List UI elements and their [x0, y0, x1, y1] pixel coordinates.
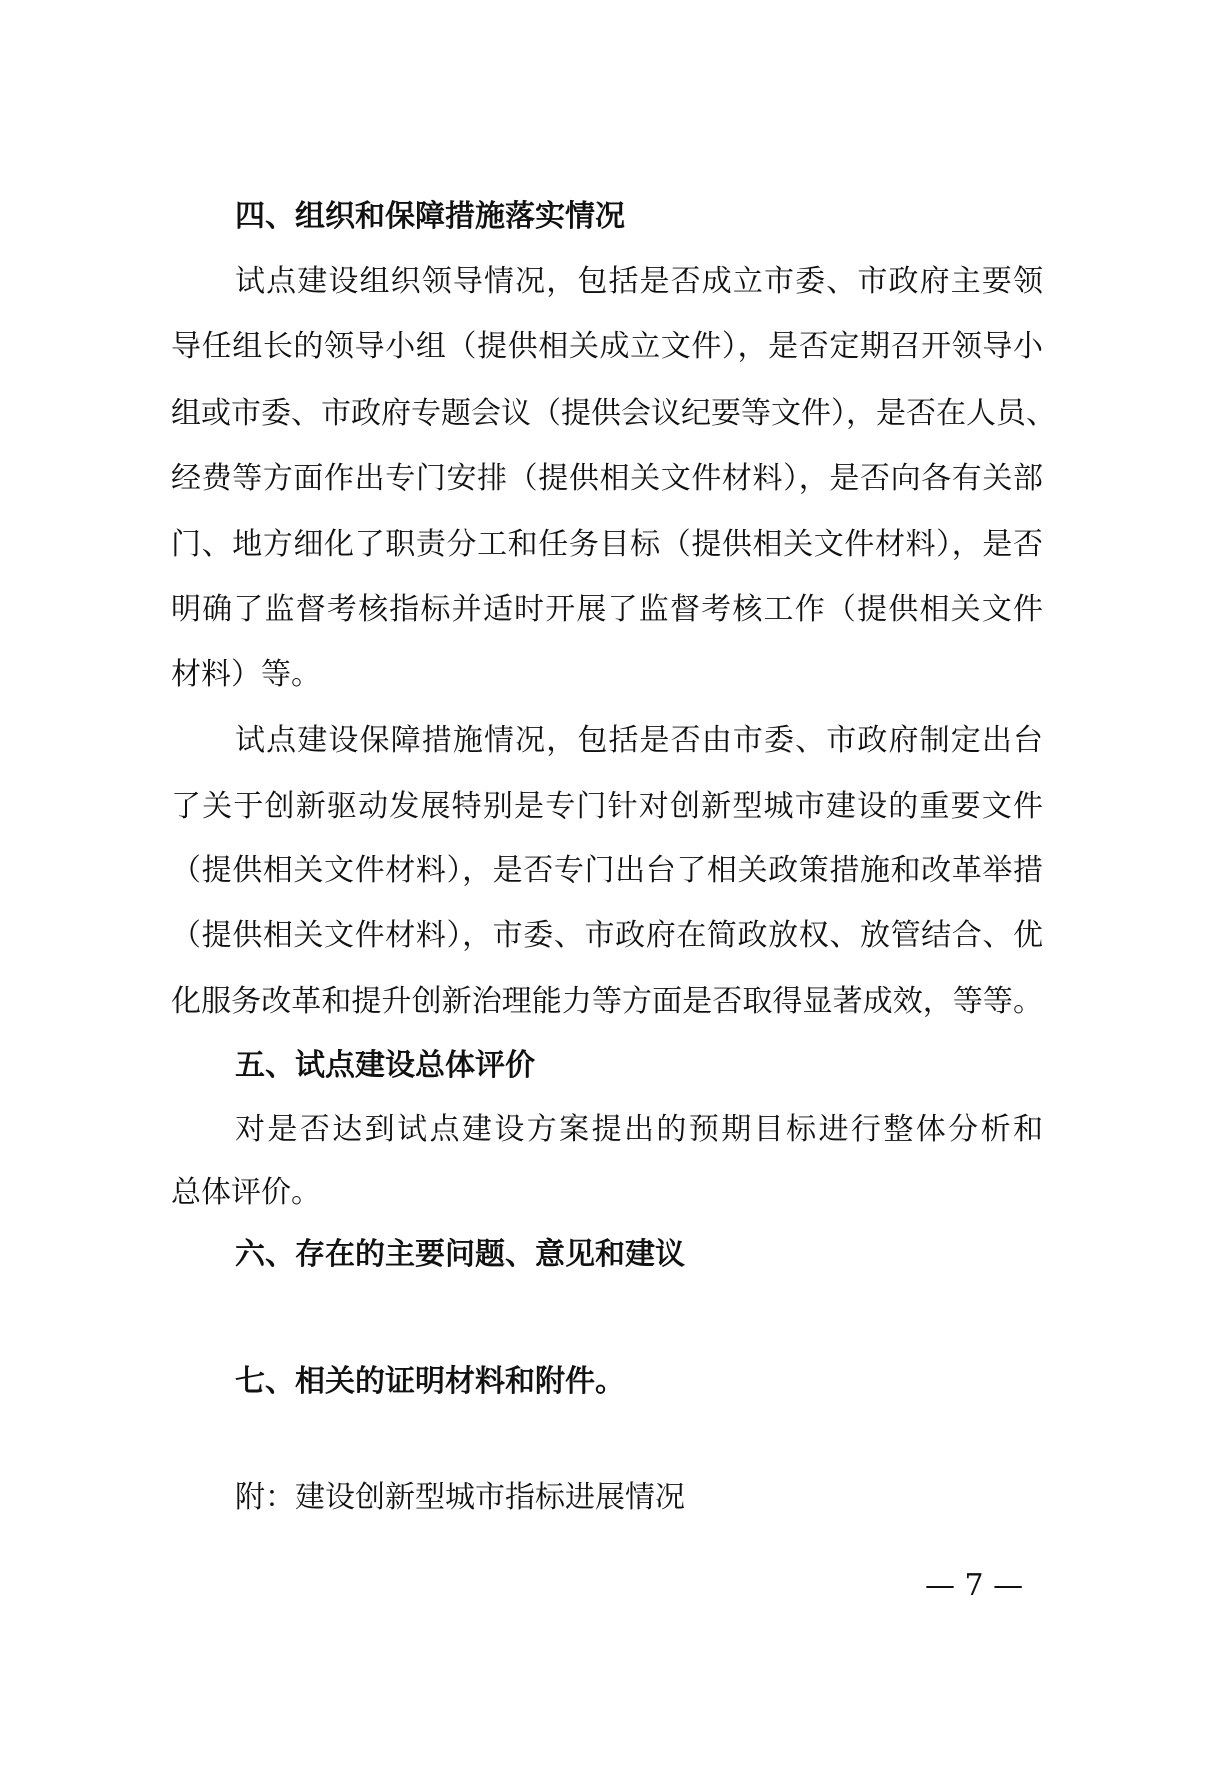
section-heading-4: 四、组织和保障措施落实情况: [235, 199, 625, 234]
section-heading-7: 七、相关的证明材料和附件。: [235, 1364, 625, 1399]
paragraph-line: （提供相关文件材料），市委、市政府在简政放权、放管结合、优: [171, 918, 1043, 953]
paragraph-line: 化服务改革和提升创新治理能力等方面是否取得显著成效，等等。: [171, 984, 1043, 1019]
paragraph-line: 门、地方细化了职责分工和任务目标（提供相关文件材料），是否: [171, 527, 1043, 562]
paragraph-line: 明确了监督考核指标并适时开展了监督考核工作（提供相关文件: [171, 592, 1043, 627]
paragraph-line: 总体评价。: [171, 1175, 321, 1210]
paragraph-line: 试点建设保障措施情况，包括是否由市委、市政府制定出台: [235, 723, 1043, 758]
attachment-line: 附：建设创新型城市指标进展情况: [235, 1480, 685, 1515]
paragraph-line: 了关于创新驱动发展特别是专门针对创新型城市建设的重要文件: [171, 789, 1043, 824]
paragraph-line: （提供相关文件材料），是否专门出台了相关政策措施和改革举措: [171, 853, 1043, 888]
paragraph-line: 经费等方面作出专门安排（提供相关文件材料），是否向各有关部: [171, 461, 1043, 496]
paragraph-line: 组或市委、市政府专题会议（提供会议纪要等文件），是否在人员、: [171, 396, 1056, 431]
paragraph-line: 导任组长的领导小组（提供相关成立文件），是否定期召开领导小: [171, 329, 1043, 364]
paragraph-line: 对是否达到试点建设方案提出的预期目标进行整体分析和: [235, 1112, 1043, 1147]
page-number: — 7 —: [925, 1568, 1024, 1603]
paragraph-line: 材料）等。: [171, 657, 321, 692]
section-heading-5: 五、试点建设总体评价: [235, 1048, 535, 1083]
section-heading-6: 六、存在的主要问题、意见和建议: [235, 1237, 685, 1272]
paragraph-line: 试点建设组织领导情况，包括是否成立市委、市政府主要领: [235, 264, 1043, 299]
